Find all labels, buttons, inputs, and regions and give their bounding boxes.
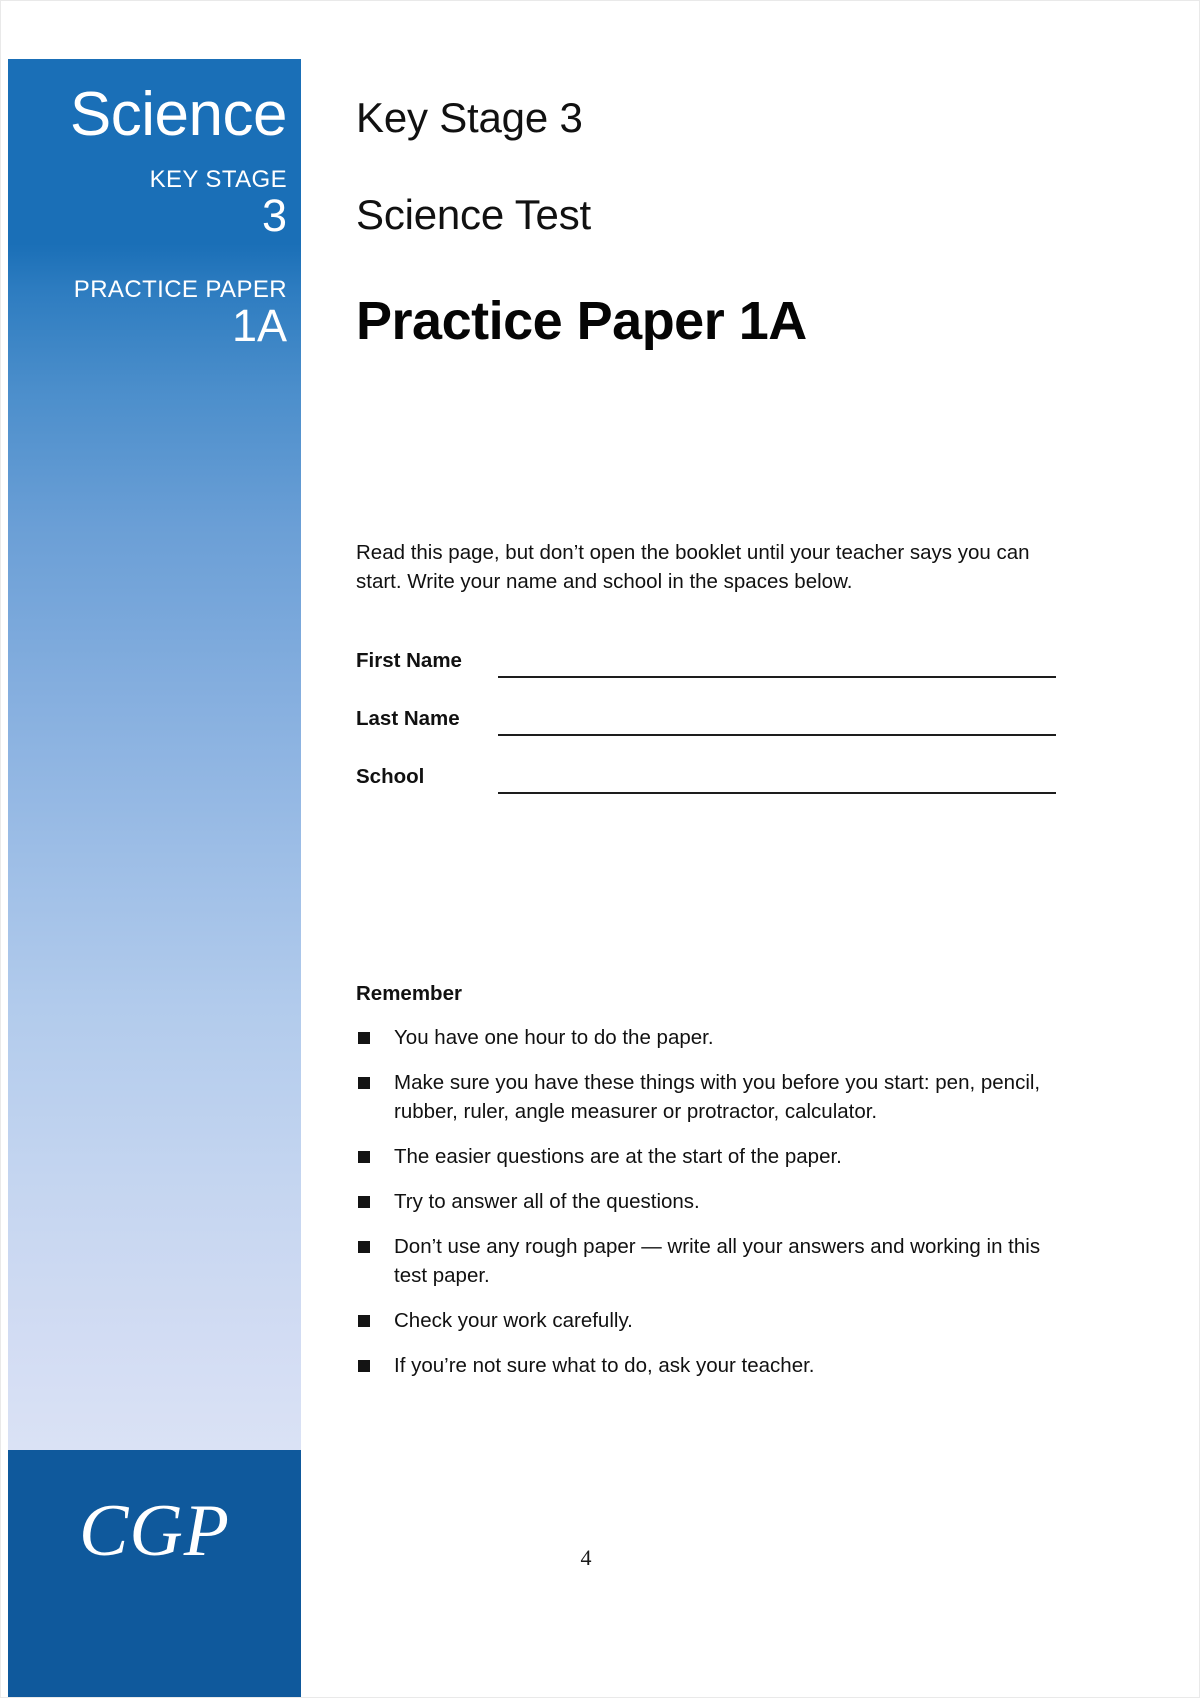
spine-subject-title: Science	[69, 80, 287, 149]
first-name-label: First Name	[356, 649, 462, 672]
candidate-details-form	[356, 645, 1056, 819]
school-write-line[interactable]	[498, 792, 1056, 794]
spine-key-stage-value: 3	[261, 189, 287, 241]
cgp-logo: CGP	[79, 1490, 230, 1572]
form-row-school	[356, 761, 1056, 819]
remember-list	[356, 1023, 1056, 1381]
form-row-last-name	[356, 703, 1056, 761]
list-item	[356, 1142, 1056, 1171]
school-label: School	[356, 765, 425, 788]
list-item	[356, 1351, 1056, 1380]
square-bullet-icon	[358, 1196, 370, 1208]
remember-heading: Remember	[356, 982, 462, 1005]
square-bullet-icon	[358, 1151, 370, 1163]
last-name-write-line[interactable]	[498, 734, 1056, 736]
list-item	[356, 1068, 1056, 1126]
spine-practice-paper-label: PRACTICE PAPER	[73, 276, 287, 303]
list-item	[356, 1232, 1056, 1290]
spine-practice-paper-value: 1A	[231, 299, 287, 351]
square-bullet-icon	[358, 1360, 370, 1372]
square-bullet-icon	[358, 1032, 370, 1044]
spine-practice-paper-group	[74, 277, 287, 350]
header-key-stage: Key Stage 3	[356, 94, 583, 141]
header-test-name: Science Test	[356, 191, 591, 238]
list-item-text: Check your work carefully.	[394, 1309, 633, 1333]
form-row-first-name	[356, 645, 1056, 703]
remember-section	[356, 982, 1056, 1397]
list-item-text: Don’t use any rough paper — write all your answers and working in this test paper.	[394, 1235, 1041, 1288]
list-item-text: The easier questions are at the start of the paper.	[394, 1144, 842, 1168]
publisher-logo-block	[8, 1450, 301, 1698]
spine-key-stage-label: KEY STAGE	[149, 166, 287, 193]
square-bullet-icon	[358, 1077, 370, 1089]
main-content	[356, 0, 1056, 1698]
page-number: 4	[580, 1545, 592, 1570]
list-item	[356, 1306, 1056, 1335]
list-item-text: Try to answer all of the questions.	[394, 1190, 700, 1214]
instructions-paragraph: Read this page, but don’t open the booklet until your teacher says you can start. Write your name and school in the spaces below.	[356, 541, 1030, 594]
list-item-text: Make sure you have these things with you before you start: pen, pencil, rubber, ruler, angle measurer or protractor, calculator.	[394, 1070, 1041, 1123]
list-item	[356, 1187, 1056, 1216]
list-item-text: You have one hour to do the paper.	[394, 1025, 714, 1049]
first-name-write-line[interactable]	[498, 676, 1056, 678]
spine-key-stage-group	[150, 167, 287, 240]
last-name-label: Last Name	[356, 707, 460, 730]
list-item	[356, 1023, 1056, 1052]
list-item-text: If you’re not sure what to do, ask your teacher.	[394, 1354, 815, 1378]
page-title: Practice Paper 1A	[356, 291, 807, 351]
square-bullet-icon	[358, 1241, 370, 1253]
square-bullet-icon	[358, 1315, 370, 1327]
